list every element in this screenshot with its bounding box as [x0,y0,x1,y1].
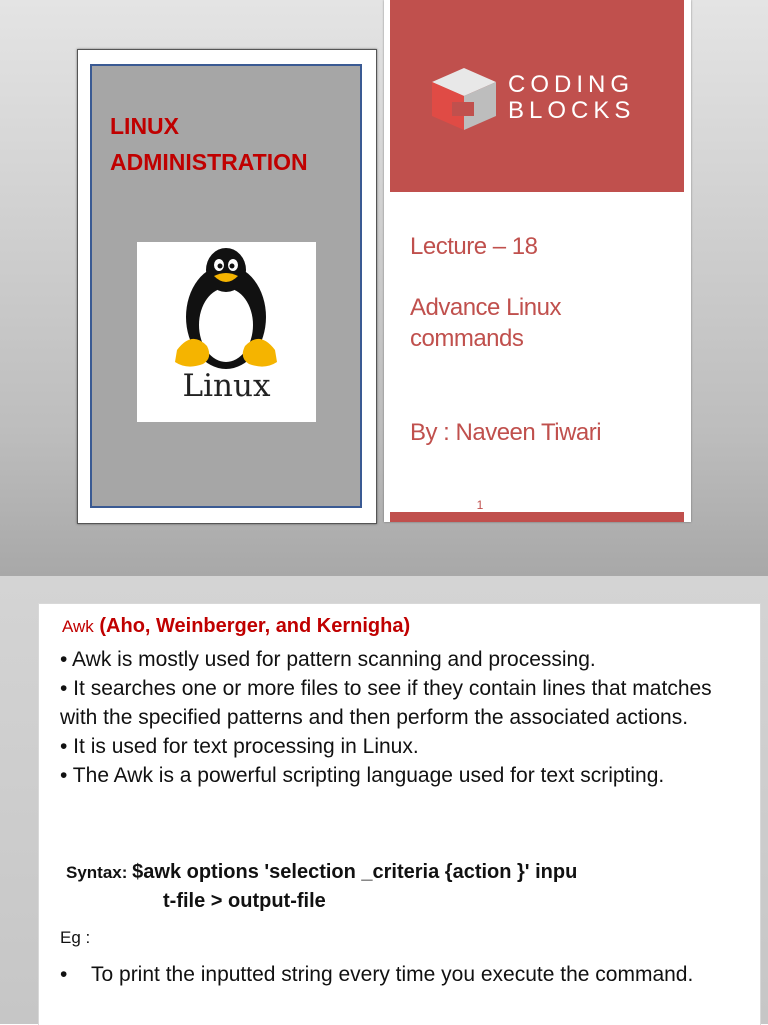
example-text: To print the inputted string every time you execute the command. [91,963,694,986]
awk-slide [38,603,761,1025]
book-cover-card [77,49,377,524]
list-item: • It searches one or more files to see if they contain lines that matches with the specified patterns and then perform the associated actions. [60,677,712,729]
example-label: Eg : [60,928,91,947]
cube-icon [428,64,500,134]
lecture-author: By : Naveen Tiwari [410,419,602,446]
linux-logo-word: Linux [182,368,271,404]
list-item: • Awk is mostly used for pattern scanning and processing. [60,648,596,671]
slide-number: 1 [476,498,484,512]
book-cover-panel [90,64,362,508]
syntax-label: Syntax: [66,863,133,882]
bullet-marker: • [60,963,68,986]
awk-bullet-list [60,645,720,790]
title-slide-card [384,0,691,522]
book-title: LINUX ADMINISTRATION [110,113,308,175]
linux-logo [137,242,316,422]
brand-name: CODING BLOCKS [508,71,636,124]
list-item: • The Awk is a powerful scripting language used for text scripting. [60,764,665,787]
awk-syntax [66,858,746,916]
syntax-line-1: $awk options 'selection _criteria {action }' inpu [132,861,578,883]
list-item: • It is used for text processing in Linux. [60,735,419,758]
lecture-topic: Advance Linux commands [410,294,561,352]
example-item [60,960,740,990]
brand-header [390,0,684,192]
syntax-line-2: t-file > output-file [163,890,326,912]
awk-title-word: Awk [62,617,94,636]
awk-slide-title [62,615,410,638]
awk-title-expansion: (Aho, Weinberger, and Kernigha) [93,615,411,637]
footer-bar [390,512,684,522]
lecture-number: Lecture – 18 [410,233,538,260]
